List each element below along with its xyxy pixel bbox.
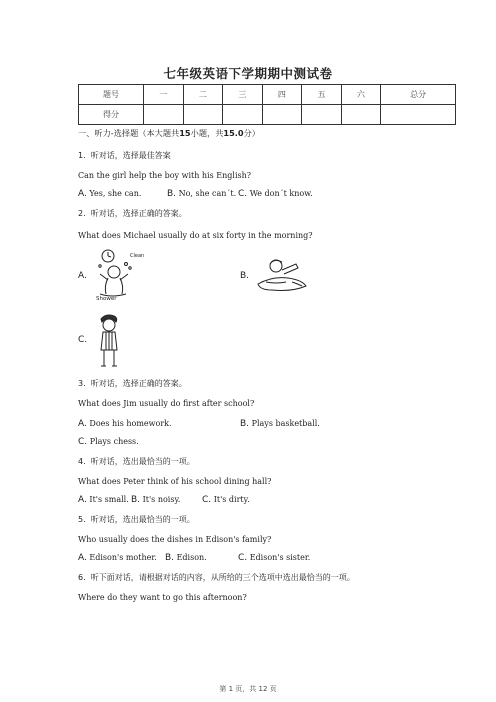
question-2-text: What does Michael usually do at six forty in the morning? xyxy=(78,231,313,240)
question-1-instruction: 1. 听对话，选择最佳答案 xyxy=(78,151,171,160)
section-heading: 一、听力-选择题（本大题共15小题，共15.0分） xyxy=(78,128,260,138)
header-cell-6: 六 xyxy=(341,85,381,105)
question-2-instruction: 2. 听对话，选择正确的答案。 xyxy=(78,209,187,218)
question-5-instruction: 5. 听对话，选出最恰当的一项。 xyxy=(78,515,195,524)
q3-option-a[interactable]: A. Does his homework. xyxy=(78,419,172,429)
header-cell-total: 总分 xyxy=(381,85,456,105)
q4-option-a[interactable]: A. It's small. xyxy=(78,495,129,505)
page-footer: 第 1 页，共 12 页 xyxy=(219,685,277,693)
header-cell-4: 四 xyxy=(262,85,302,105)
page-title: 七年级英语下学期期中测试卷 xyxy=(163,66,333,81)
picture-label-shower: Shower xyxy=(96,296,117,302)
q5-option-c[interactable]: C. Edison's sister. xyxy=(238,553,311,563)
score-table-score-row xyxy=(79,105,456,125)
score-cell[interactable] xyxy=(223,105,263,125)
score-cell[interactable] xyxy=(183,105,223,125)
question-1-text: Can the girl help the boy with his English? xyxy=(78,171,252,180)
header-cell-3: 三 xyxy=(223,85,263,105)
question-6-instruction: 6. 听下面对话，请根据对话的内容，从所给的三个选项中选出最恰当的一项。 xyxy=(78,573,355,582)
q2-option-b[interactable]: B. xyxy=(240,271,250,281)
score-cell[interactable] xyxy=(381,105,456,125)
resting-person-picture xyxy=(252,254,312,296)
q1-option-a[interactable]: A. Yes, she can. xyxy=(78,189,142,199)
picture-label-clean: Clean xyxy=(130,253,145,259)
q1-option-c[interactable]: C. We don´t know. xyxy=(238,189,313,199)
q3-option-b[interactable]: B. Plays basketball. xyxy=(240,419,320,429)
q1-option-b[interactable]: B. No, she can´t. xyxy=(167,189,237,199)
q5-option-a[interactable]: A. Edison's mother. xyxy=(78,553,157,563)
header-cell-1: 一 xyxy=(144,85,184,105)
score-cell[interactable] xyxy=(144,105,184,125)
score-table xyxy=(78,84,456,125)
header-cell-question-no: 题号 xyxy=(79,85,144,105)
q2-option-c[interactable]: C. xyxy=(78,335,88,345)
q4-option-c[interactable]: C. It's dirty. xyxy=(202,495,250,505)
score-table-header-row xyxy=(79,85,456,105)
header-cell-5: 五 xyxy=(302,85,342,105)
score-cell[interactable] xyxy=(302,105,342,125)
q5-option-b[interactable]: B. Edison. xyxy=(165,553,207,563)
question-6-text: Where do they want to go this afternoon? xyxy=(78,593,247,602)
header-cell-2: 二 xyxy=(183,85,223,105)
score-row-label: 得分 xyxy=(79,105,144,125)
shower-person-picture xyxy=(92,246,152,302)
question-4-text: What does Peter think of his school dining hall? xyxy=(78,477,272,486)
q4-option-b[interactable]: B. It's noisy. xyxy=(131,495,181,505)
question-3-instruction: 3. 听对话，选择正确的答案。 xyxy=(78,379,187,388)
boy-standing-picture xyxy=(96,314,122,370)
question-4-instruction: 4. 听对话，选出最恰当的一项。 xyxy=(78,457,195,466)
score-cell[interactable] xyxy=(341,105,381,125)
question-5-text: Who usually does the dishes in Edison's family? xyxy=(78,535,272,544)
q3-option-c[interactable]: C. Plays chess. xyxy=(78,437,139,447)
q2-option-a[interactable]: A. xyxy=(78,271,87,281)
score-cell[interactable] xyxy=(262,105,302,125)
question-3-text: What does Jim usually do first after school? xyxy=(78,399,255,408)
